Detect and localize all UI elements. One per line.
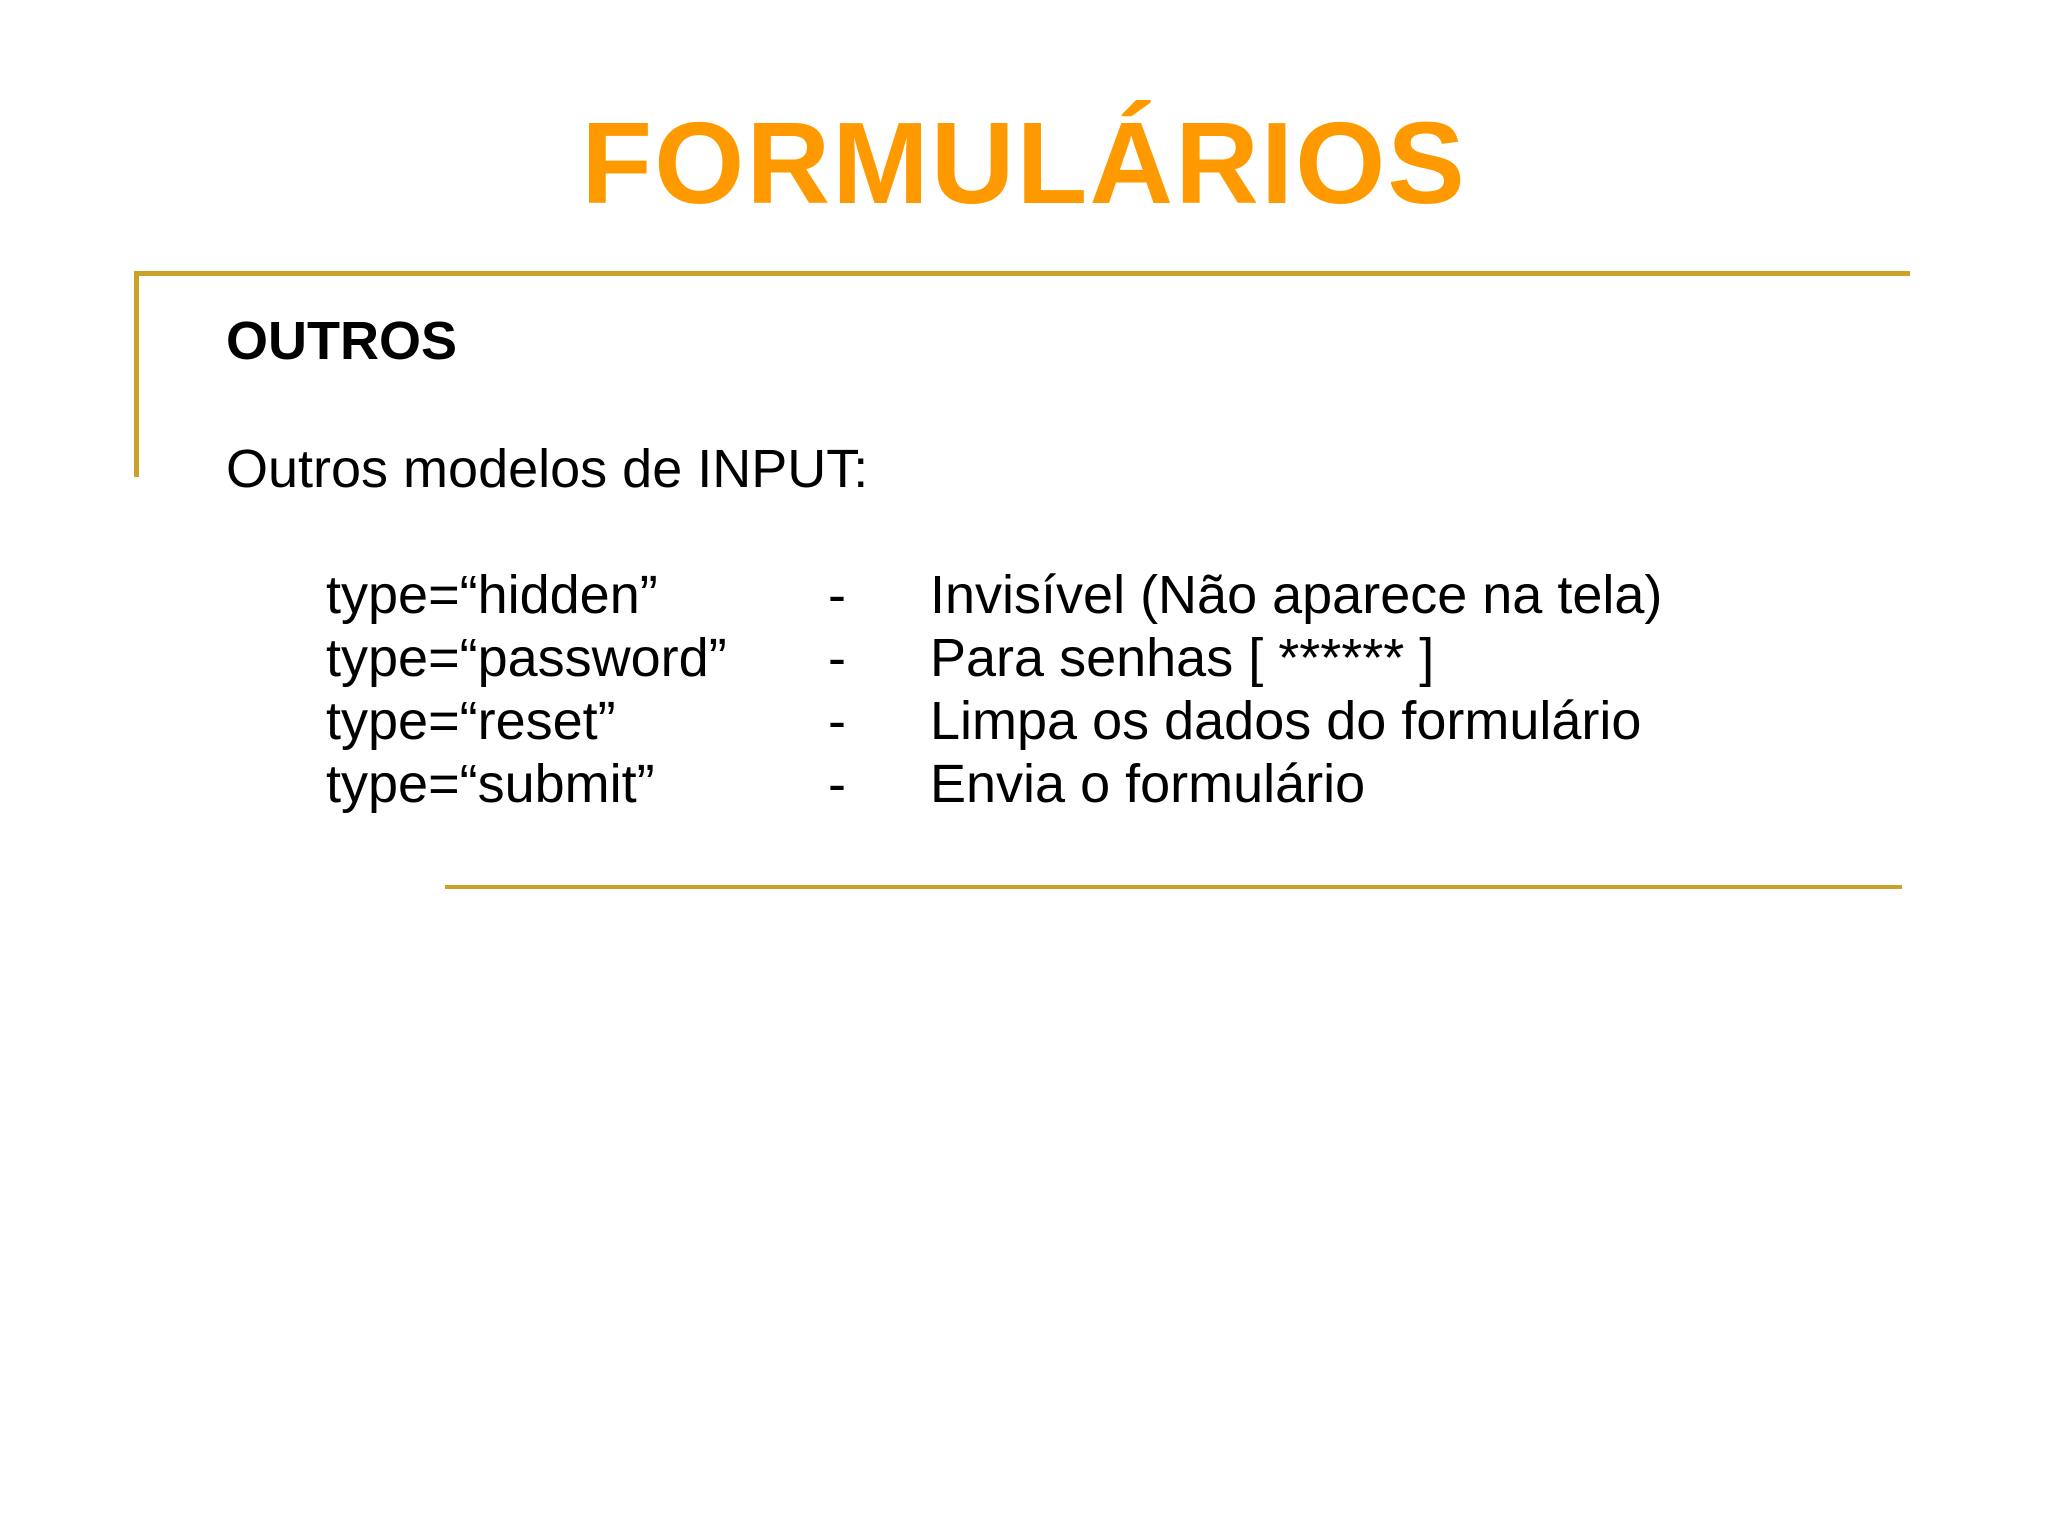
bottom-rule [445,885,1902,889]
left-rule [134,271,139,477]
slide-title: FORMULÁRIOS [581,98,1467,228]
input-type-description: Para senhas [ ****** ] [930,628,1435,688]
input-type-separator: - [828,628,846,688]
input-type-description: Invisível (Não aparece na tela) [930,565,1663,625]
input-type-separator: - [828,565,846,625]
input-type-separator: - [828,754,846,814]
input-type-separator: - [828,691,846,751]
input-type-code: type=“hidden” [326,565,658,625]
input-type-code: type=“submit” [326,754,655,814]
input-type-description: Limpa os dados do formulário [930,691,1642,751]
input-type-code: type=“password” [326,628,727,688]
top-rule [134,271,1910,276]
intro-text: Outros modelos de INPUT: [226,439,869,499]
input-type-code: type=“reset” [326,691,616,751]
input-type-description: Envia o formulário [930,754,1366,814]
section-heading: OUTROS [226,311,458,371]
